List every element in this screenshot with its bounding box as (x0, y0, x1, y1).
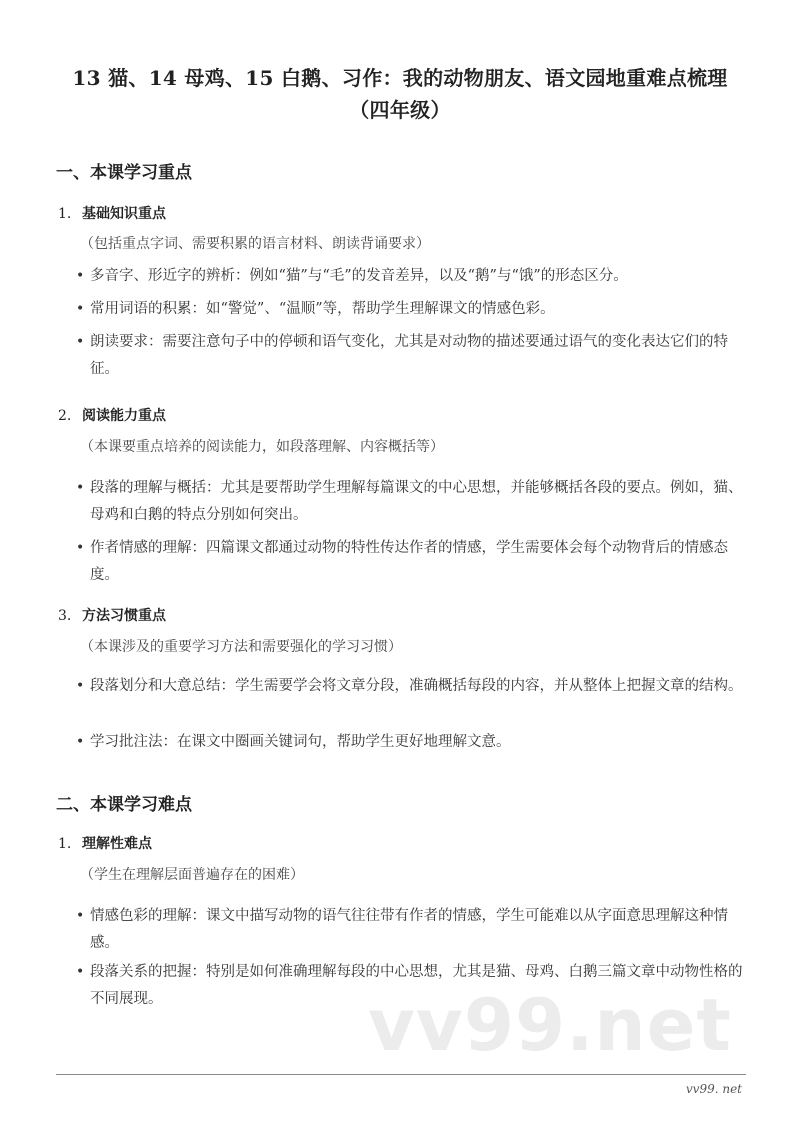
subsection-number: 2. (58, 408, 72, 424)
subsection-title: 阅读能力重点 (82, 408, 166, 424)
list-item-text: 情感色彩的理解：课文中描写动物的语气往往带有作者的情感，学生可能难以从字面意思理解这种情感。 (90, 908, 728, 951)
list-item (76, 329, 746, 383)
bullet-icon: • (76, 734, 85, 750)
watermark: vv99.net (368, 983, 732, 1067)
subsection-title: 方法习惯重点 (82, 608, 166, 624)
subsection-title: 理解性难点 (82, 836, 152, 852)
subsection-number: 3. (58, 608, 72, 624)
bullet-icon: • (76, 540, 85, 556)
list-item (76, 475, 746, 529)
bullet-icon: • (76, 480, 85, 496)
list-item-text: 多音字、形近字的辨析：例如“猫”与“毛”的发音差异，以及“鹅”与“饿”的形态区分。 (90, 268, 628, 284)
bullet-icon: • (76, 301, 85, 317)
list-item-text: 朗读要求：需要注意句子中的停顿和语气变化，尤其是对动物的描述要通过语气的变化表达它们的特征。 (90, 334, 728, 377)
list-item (76, 535, 746, 589)
subsection-heading-basic-knowledge (58, 203, 166, 223)
bullet-icon: • (76, 334, 85, 350)
list-item-text: 段落的理解与概括：尤其是要帮助学生理解每篇课文的中心思想，并能够概括各段的要点。例如，猫、母鸡和白鹅的特点分别如何突出。 (90, 480, 743, 523)
subsection-note: （学生在理解层面普遍存在的困难） (80, 867, 304, 883)
subsection-title: 基础知识重点 (82, 206, 166, 222)
bullet-icon: • (76, 268, 85, 284)
subsection-note: （本课涉及的重要学习方法和需要强化的学习习惯） (80, 639, 402, 655)
subsection-number: 1. (58, 206, 72, 222)
bullet-icon: • (76, 908, 85, 924)
list-item (76, 673, 746, 700)
page-title (40, 62, 760, 126)
list-item-text: 常用词语的积累：如“警觉”、“温顺”等，帮助学生理解课文的情感色彩。 (90, 301, 555, 317)
list-item-text: 学习批注法：在课文中圈画关键词句，帮助学生更好地理解文意。 (90, 734, 511, 750)
title-line-2: （四年级） (349, 98, 451, 122)
list-item (76, 903, 746, 957)
subsection-note: （包括重点字词、需要积累的语言材料、朗读背诵要求） (80, 236, 430, 252)
list-item (76, 729, 746, 756)
title-line-1: 13 猫、14 母鸡、15 白鹅、习作：我的动物朋友、语文园地重难点梳理 (72, 66, 728, 90)
list-item (76, 263, 746, 290)
footer-site-label: vv99. net (685, 1082, 742, 1096)
footer-divider (56, 1074, 746, 1075)
section-heading-difficulties: 二、本课学习难点 (56, 795, 192, 815)
subsection-note: （本课要重点培养的阅读能力，如段落理解、内容概括等） (80, 439, 444, 455)
subsection-heading-comprehension-difficulties (58, 833, 152, 853)
subsection-number: 1. (58, 836, 72, 852)
subsection-heading-reading-ability (58, 405, 166, 425)
list-item-text: 作者情感的理解：四篇课文都通过动物的特性传达作者的情感，学生需要体会每个动物背后的情感态度。 (90, 540, 728, 583)
list-item (76, 296, 746, 323)
bullet-icon: • (76, 678, 85, 694)
section-heading-key-points: 一、本课学习重点 (56, 163, 192, 183)
bullet-icon: • (76, 964, 85, 980)
subsection-heading-method-habits (58, 605, 166, 625)
list-item-text: 段落划分和大意总结：学生需要学会将文章分段，准确概括每段的内容，并从整体上把握文章的结构。 (90, 678, 743, 694)
list-item-text: 段落关系的把握：特别是如何准确理解每段的中心思想，尤其是猫、母鸡、白鹅三篇文章中动物性格的不同展现。 (90, 964, 743, 1007)
